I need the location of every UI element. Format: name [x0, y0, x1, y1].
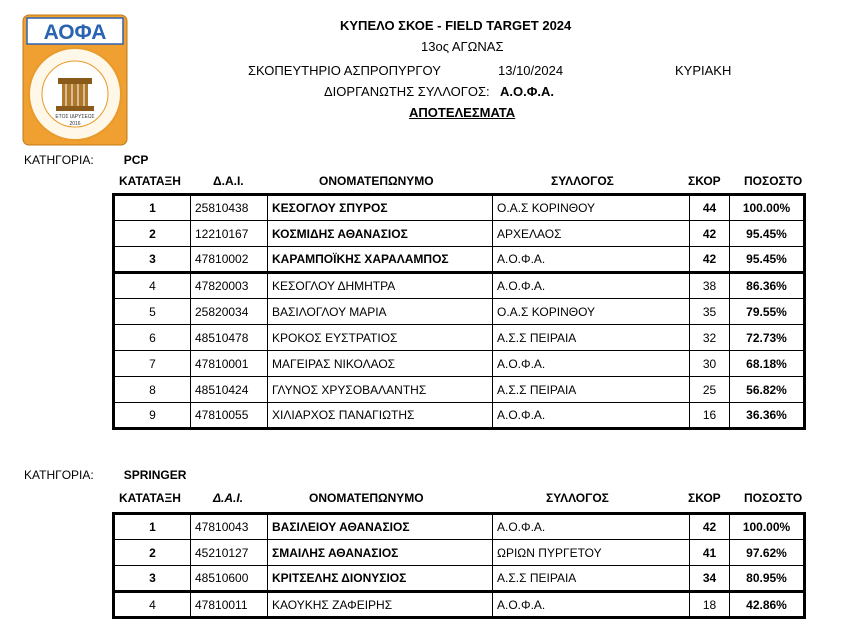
rank-cell: 7: [114, 351, 191, 377]
category-pcp: [24, 153, 148, 167]
club-cell: Α.Ο.Φ.Α.: [493, 351, 690, 377]
springer-results-table: [112, 512, 806, 619]
col-dai: Δ.Α.Ι.: [213, 174, 244, 188]
pct-cell: 36.36%: [730, 403, 805, 429]
col-name: ΟΝΟΜΑΤΕΠΩΝΥΜΟ: [309, 491, 424, 505]
aofa-logo: [22, 14, 128, 146]
club-cell: Α.Ο.Φ.Α.: [493, 514, 690, 540]
day: ΚΥΡΙΑΚΗ: [675, 63, 732, 78]
pct-cell: 100.00%: [730, 514, 805, 540]
table-row: [114, 299, 805, 325]
col-pct: ΠΟΣΟΣΤΟ: [744, 491, 803, 505]
score-cell: 25: [690, 377, 730, 403]
name-cell: ΚΟΣΜΙΔΗΣ ΑΘΑΝΑΣΙΟΣ: [268, 221, 493, 247]
pct-cell: 68.18%: [730, 351, 805, 377]
category-label: ΚΑΤΗΓΟΡΙΑ:: [24, 153, 94, 167]
col-rank: ΚΑΤΑΤΑΞΗ: [119, 174, 181, 188]
col-pct: ΠΟΣΟΣΤΟ: [744, 174, 803, 188]
dai-cell: 47810043: [191, 514, 268, 540]
category-value: SPRINGER: [123, 468, 187, 482]
pct-cell: 42.86%: [730, 592, 805, 618]
pct-cell: 86.36%: [730, 273, 805, 299]
club-cell: ΩΡΙΩΝ ΠΥΡΓΕΤΟΥ: [493, 540, 690, 566]
club-cell: Α.Ο.Φ.Α.: [493, 403, 690, 429]
venue: ΣΚΟΠΕΥΤΗΡΙΟ ΑΣΠΡΟΠΥΡΓΟΥ: [248, 63, 441, 78]
dai-cell: 48510478: [191, 325, 268, 351]
score-cell: 34: [690, 566, 730, 592]
name-cell: ΣΜΑΙΛΗΣ ΑΘΑΝΑΣΙΟΣ: [268, 540, 493, 566]
club-cell: Α.Σ.Σ ΠΕΙΡΑΙΑ: [493, 325, 690, 351]
organizer-label: ΔΙΟΡΓΑΝΩΤΗΣ ΣΥΛΛΟΓΟΣ:: [324, 84, 490, 99]
logo-title: ΑΟΦΑ: [43, 21, 107, 44]
col-score: ΣΚΟΡ: [688, 491, 721, 505]
table-row: [114, 403, 805, 429]
dai-cell: 47810011: [191, 592, 268, 618]
pct-cell: 95.45%: [730, 221, 805, 247]
dai-cell: 25810438: [191, 195, 268, 221]
table-row: [114, 514, 805, 540]
doc-title: ΚΥΠΕΛΟ ΣΚΟΕ - FIELD TARGET 2024: [340, 18, 572, 33]
logo-founded-label: ΕΤΟΣ ΙΔΡΥΣΕΩΣ: [55, 114, 95, 120]
rank-cell: 9: [114, 403, 191, 429]
pct-cell: 95.45%: [730, 247, 805, 273]
pct-cell: 79.55%: [730, 299, 805, 325]
rank-cell: 2: [114, 540, 191, 566]
rank-cell: 8: [114, 377, 191, 403]
name-cell: ΚΡΙΤΣΕΛΗΣ ΔΙΟΝΥΣΙΟΣ: [268, 566, 493, 592]
table-row: [114, 247, 805, 273]
dai-cell: 12210167: [191, 221, 268, 247]
score-cell: 42: [690, 247, 730, 273]
table-row: [114, 195, 805, 221]
score-cell: 35: [690, 299, 730, 325]
score-cell: 42: [690, 514, 730, 540]
pct-cell: 80.95%: [730, 566, 805, 592]
organizer: Α.Ο.Φ.Α.: [500, 84, 555, 99]
rank-cell: 3: [114, 566, 191, 592]
score-cell: 32: [690, 325, 730, 351]
score-cell: 30: [690, 351, 730, 377]
dai-cell: 48510600: [191, 566, 268, 592]
table-row: [114, 221, 805, 247]
dai-cell: 47810055: [191, 403, 268, 429]
dai-cell: 47810001: [191, 351, 268, 377]
pct-cell: 100.00%: [730, 195, 805, 221]
table-row: [114, 325, 805, 351]
col-club: ΣΥΛΛΟΓΟΣ: [546, 491, 609, 505]
pct-cell: 97.62%: [730, 540, 805, 566]
table-row: [114, 592, 805, 618]
category-value: PCP: [123, 153, 149, 167]
name-cell: ΓΛΥΝΟΣ ΧΡΥΣΟΒΑΛΑΝΤΗΣ: [268, 377, 493, 403]
name-cell: ΚΕΣΟΓΛΟΥ ΣΠΥΡΟΣ: [268, 195, 493, 221]
dai-cell: 48510424: [191, 377, 268, 403]
col-club: ΣΥΛΛΟΓΟΣ: [551, 174, 614, 188]
name-cell: ΚΑΡΑΜΠΟΪΚΗΣ ΧΑΡΑΛΑΜΠΟΣ: [268, 247, 493, 273]
category-springer: [24, 468, 186, 482]
pct-cell: 56.82%: [730, 377, 805, 403]
rank-cell: 3: [114, 247, 191, 273]
name-cell: ΚΡΟΚΟΣ ΕΥΣΤΡΑΤΙΟΣ: [268, 325, 493, 351]
name-cell: ΜΑΓΕΙΡΑΣ ΝΙΚΟΛΑΟΣ: [268, 351, 493, 377]
club-cell: Ο.Α.Σ ΚΟΡΙΝΘΟΥ: [493, 195, 690, 221]
rank-cell: 2: [114, 221, 191, 247]
col-score: ΣΚΟΡ: [688, 174, 721, 188]
club-cell: Α.Ο.Φ.Α.: [493, 592, 690, 618]
rank-cell: 5: [114, 299, 191, 325]
score-cell: 38: [690, 273, 730, 299]
score-cell: 42: [690, 221, 730, 247]
club-cell: Α.Ο.Φ.Α.: [493, 247, 690, 273]
results-title: ΑΠΟΤΕΛΕΣΜΑΤΑ: [409, 105, 516, 120]
score-cell: 16: [690, 403, 730, 429]
table-row: [114, 377, 805, 403]
table-row: [114, 273, 805, 299]
table-row: [114, 566, 805, 592]
club-cell: Α.Ο.Φ.Α.: [493, 273, 690, 299]
date: 13/10/2024: [498, 63, 564, 78]
table-row: [114, 540, 805, 566]
name-cell: ΧΙΛΙΑΡΧΟΣ ΠΑΝΑΓΙΩΤΗΣ: [268, 403, 493, 429]
rank-cell: 1: [114, 195, 191, 221]
name-cell: ΒΑΣΙΛΕΙΟΥ ΑΘΑΝΑΣΙΟΣ: [268, 514, 493, 540]
name-cell: ΚΕΣΟΓΛΟΥ ΔΗΜΗΤΡΑ: [268, 273, 493, 299]
rank-cell: 4: [114, 592, 191, 618]
club-cell: Ο.Α.Σ ΚΟΡΙΝΘΟΥ: [493, 299, 690, 325]
col-rank: ΚΑΤΑΤΑΞΗ: [119, 491, 181, 505]
logo-founded-year: 2016: [69, 121, 81, 127]
dai-cell: 47820003: [191, 273, 268, 299]
category-label: ΚΑΤΗΓΟΡΙΑ:: [24, 468, 94, 482]
name-cell: ΚΑΟΥΚΗΣ ΖΑΦΕΙΡΗΣ: [268, 592, 493, 618]
dai-cell: 47810002: [191, 247, 268, 273]
dai-cell: 45210127: [191, 540, 268, 566]
table-row: [114, 351, 805, 377]
rank-cell: 1: [114, 514, 191, 540]
rank-cell: 6: [114, 325, 191, 351]
pcp-results-table: [112, 193, 806, 430]
club-cell: ΑΡΧΕΛΑΟΣ: [493, 221, 690, 247]
col-name: ΟΝΟΜΑΤΕΠΩΝΥΜΟ: [319, 174, 434, 188]
name-cell: ΒΑΣΙΛΟΓΛΟΥ ΜΑΡΙΑ: [268, 299, 493, 325]
score-cell: 18: [690, 592, 730, 618]
score-cell: 44: [690, 195, 730, 221]
club-cell: Α.Σ.Σ ΠΕΙΡΑΙΑ: [493, 377, 690, 403]
club-cell: Α.Σ.Σ ΠΕΙΡΑΙΑ: [493, 566, 690, 592]
dai-cell: 25820034: [191, 299, 268, 325]
round-title: 13ος ΑΓΩΝΑΣ: [421, 39, 504, 54]
col-dai: Δ.Α.Ι.: [213, 491, 244, 505]
rank-cell: 4: [114, 273, 191, 299]
pct-cell: 72.73%: [730, 325, 805, 351]
score-cell: 41: [690, 540, 730, 566]
